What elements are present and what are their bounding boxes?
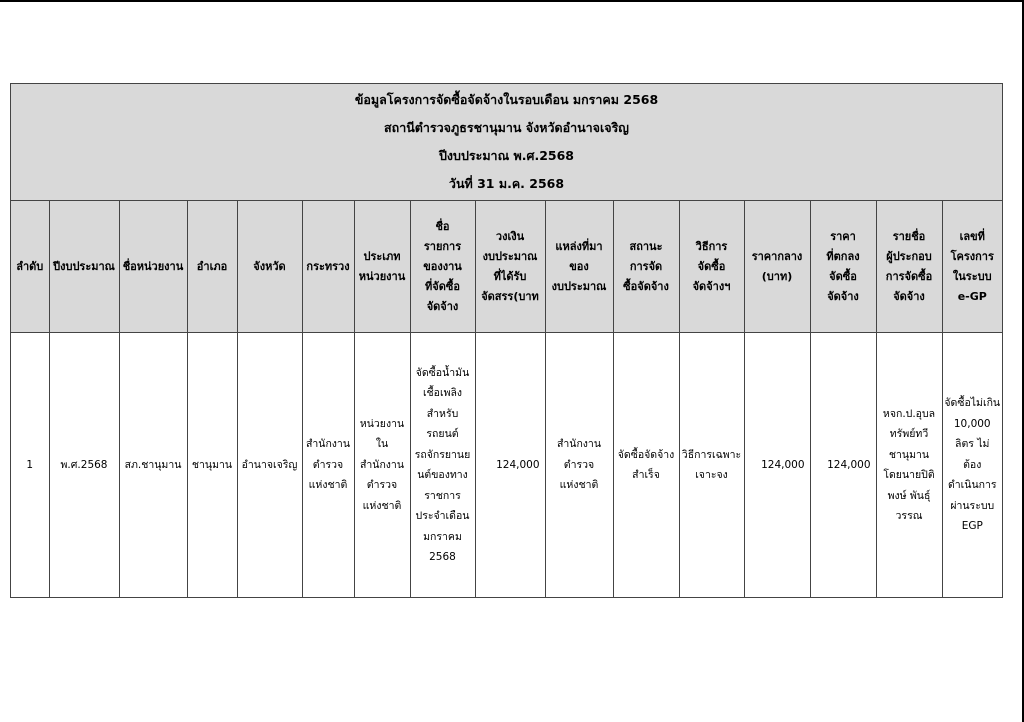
- cell-agreed-price: 124,000: [810, 333, 876, 598]
- header-status: สถานะ การจัด ซื้อจัดจ้าง: [613, 201, 679, 333]
- header-item: ชื่อ รายการ ของงาน ที่จัดซื้อ จัดจ้าง: [410, 201, 475, 333]
- cell-fiscal-year: พ.ศ.2568: [49, 333, 119, 598]
- header-source: แหล่งที่มา ของ งบประมาณ: [545, 201, 613, 333]
- header-agency: ชื่อหน่วยงาน: [119, 201, 187, 333]
- title-block: [11, 84, 1002, 201]
- title-line-4: วันที่ 31 ม.ค. 2568: [448, 176, 565, 191]
- header-district: อำเภอ: [187, 201, 237, 333]
- header-median-price: ราคากลาง (บาท): [744, 201, 810, 333]
- procurement-table: [11, 201, 1002, 597]
- cell-province: อำนาจเจริญ: [237, 333, 302, 598]
- cell-agency-type: หน่วยงาน ใน สำนักงาน ตำรวจ แห่งชาติ: [354, 333, 410, 598]
- header-agreed-price: ราคา ที่ตกลง จัดซื้อ จัดจ้าง: [810, 201, 876, 333]
- cell-method: วิธีการเฉพาะ เจาะจง: [679, 333, 744, 598]
- title-line-3: ปีงบประมาณ พ.ศ.2568: [438, 148, 574, 163]
- title-line-1: ข้อมูลโครงการจัดซื้อจัดจ้างในรอบเดือน มกราคม 2568: [354, 92, 659, 107]
- header-row: [11, 201, 1002, 333]
- cell-agency: สภ.ชานุมาน: [119, 333, 187, 598]
- cell-egp-no: จัดซื้อไม่เกิน 10,000 ลิตร ไม่ ต้อง ดำเนินการ ผ่านระบบ EGP: [942, 333, 1002, 598]
- cell-ministry: สำนักงาน ตำรวจ แห่งชาติ: [302, 333, 354, 598]
- header-no: ลำดับ: [11, 201, 49, 333]
- procurement-sheet: [10, 83, 1003, 598]
- cell-vendor: หจก.ป.อุบล ทรัพย์ทวี ชานุมาน โดยนายปิติ พงษ์ พันธุ์ วรรณ: [876, 333, 942, 598]
- header-egp-no: เลขที่ โครงการ ในระบบ e-GP: [942, 201, 1002, 333]
- header-method: วิธีการ จัดซื้อ จัดจ้างฯ: [679, 201, 744, 333]
- cell-median-price: 124,000: [744, 333, 810, 598]
- header-province: จังหวัด: [237, 201, 302, 333]
- header-vendor: รายชื่อ ผู้ประกอบ การจัดซื้อ จัดจ้าง: [876, 201, 942, 333]
- header-fiscal-year: ปีงบประมาณ: [49, 201, 119, 333]
- header-ministry: กระทรวง: [302, 201, 354, 333]
- header-budget: วงเงิน งบประมาณ ที่ได้รับ จัดสรร(บาท: [475, 201, 545, 333]
- cell-district: ชานุมาน: [187, 333, 237, 598]
- header-agency-type: ประเภท หน่วยงาน: [354, 201, 410, 333]
- cell-status: จัดซื้อจัดจ้าง สำเร็จ: [613, 333, 679, 598]
- cell-budget: 124,000: [475, 333, 545, 598]
- title-line-2: สถานีตำรวจภูธรชานุมาน จังหวัดอำนาจเจริญ: [384, 120, 629, 135]
- cell-item: จัดซื้อน้ำมัน เชื้อเพลิง สำหรับ รถยนต์ รถจักรยานย นต์ของทาง ราชการ ประจำเดือน มกราคม 2568: [410, 333, 475, 598]
- page-border-top: [0, 0, 1024, 2]
- cell-source: สำนักงาน ตำรวจ แห่งชาติ: [545, 333, 613, 598]
- cell-no: 1: [11, 333, 49, 598]
- table-row: [11, 333, 1002, 598]
